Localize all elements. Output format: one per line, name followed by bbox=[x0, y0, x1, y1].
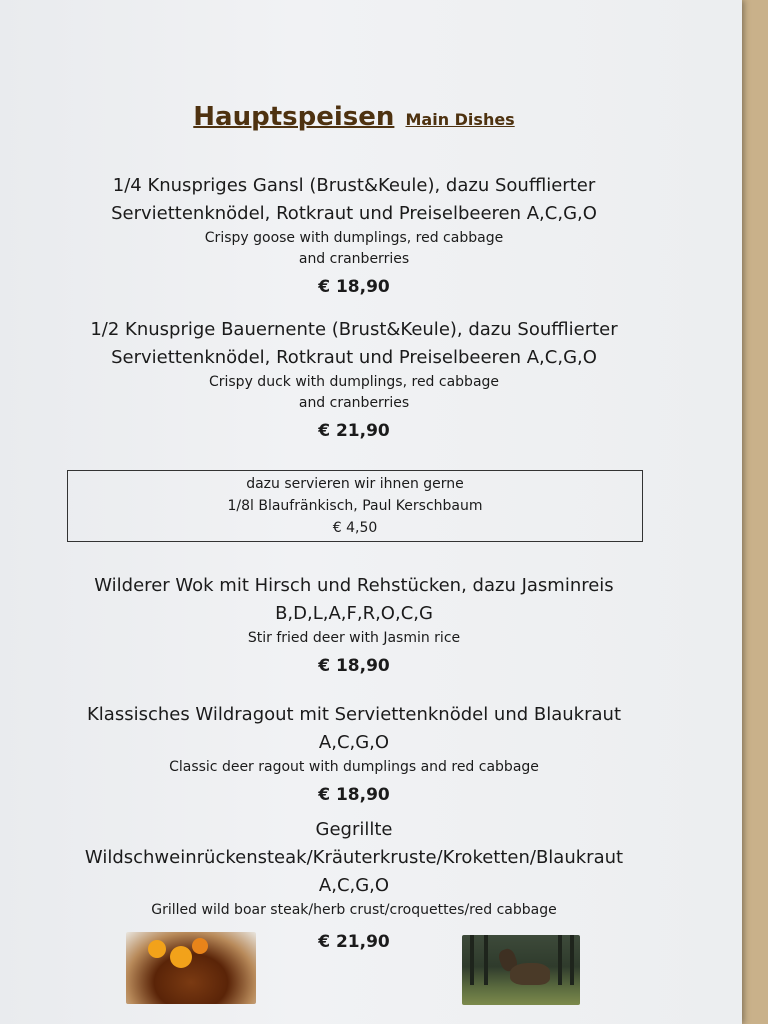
menu-item-duck bbox=[0, 316, 708, 446]
dish-price: € 21,90 bbox=[318, 421, 390, 441]
dish-price: € 18,90 bbox=[318, 785, 390, 805]
dish-translation-line: Grilled wild boar steak/herb crust/croquettes/red cabbage bbox=[151, 902, 557, 918]
dish-allergens: A,C,G,O bbox=[318, 732, 390, 753]
menu-item-boar-steak bbox=[0, 816, 708, 957]
dish-name-line: Klassisches Wildragout mit Serviettenknödel und Blaukraut bbox=[86, 704, 621, 725]
page-title bbox=[0, 102, 708, 132]
dish-price: € 18,90 bbox=[318, 277, 390, 297]
dish-translation-line: and cranberries bbox=[298, 251, 410, 267]
dish-price: € 21,90 bbox=[318, 932, 390, 952]
dish-name-line: Wilderer Wok mit Hirsch und Rehstücken, dazu Jasminreis bbox=[94, 575, 614, 596]
roast-goose-photo bbox=[126, 932, 256, 1004]
deer-photo bbox=[462, 935, 580, 1005]
dish-name-line: Wildschweinrückensteak/Kräuterkruste/Kroketten/Blaukraut bbox=[84, 847, 624, 868]
dish-name-line: 1/2 Knusprige Bauernente (Brust&Keule), dazu Soufflierter bbox=[90, 319, 618, 340]
wine-recommendation-box bbox=[67, 470, 643, 542]
title-german: Hauptspeisen bbox=[193, 102, 395, 132]
menu-item-wok bbox=[0, 572, 708, 681]
dish-name-line: Gegrillte bbox=[315, 819, 393, 840]
dish-name-line: Serviettenknödel, Rotkraut und Preiselbeeren A,C,G,O bbox=[111, 203, 597, 224]
dish-translation-line: Crispy goose with dumplings, red cabbage bbox=[204, 230, 504, 246]
wine-intro: dazu servieren wir ihnen gerne bbox=[246, 476, 464, 492]
wine-name: 1/8l Blaufränkisch, Paul Kerschbaum bbox=[227, 498, 483, 514]
dish-translation-line: and cranberries bbox=[298, 395, 410, 411]
dish-translation-line: Classic deer ragout with dumplings and red cabbage bbox=[169, 759, 539, 775]
menu-item-ragout bbox=[0, 701, 708, 810]
dish-allergens: A,C,G,O bbox=[318, 875, 390, 896]
dish-price: € 18,90 bbox=[318, 656, 390, 676]
dish-name-line: 1/4 Knuspriges Gansl (Brust&Keule), dazu Soufflierter bbox=[112, 175, 596, 196]
dish-translation-line: Crispy duck with dumplings, red cabbage bbox=[208, 374, 500, 390]
dish-allergens: B,D,L,A,F,R,O,C,G bbox=[275, 603, 433, 624]
title-english: Main Dishes bbox=[405, 110, 515, 129]
menu-item-goose bbox=[0, 172, 708, 302]
wine-price: € 4,50 bbox=[332, 520, 378, 536]
dish-translation-line: Stir fried deer with Jasmin rice bbox=[247, 630, 461, 646]
dish-name-line: Serviettenknödel, Rotkraut und Preiselbeeren A,C,G,O bbox=[111, 347, 597, 368]
